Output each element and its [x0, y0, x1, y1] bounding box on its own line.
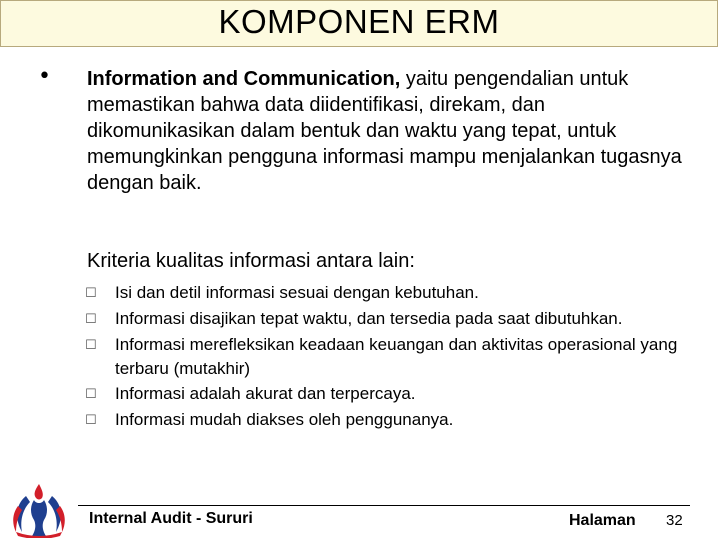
- main-bullet: •: [38, 64, 51, 89]
- footer-divider: [78, 505, 690, 506]
- slide-title: KOMPONEN ERM: [218, 2, 500, 40]
- heading-rest: yaitu pengendalian untuk memastikan bahwa data diidentifikasi, direkam, dan dikomunikasikan dalam bentuk dan waktu yang tepat, untuk memungkinkan pengguna informasi mampu menjalankan tugasnya dengan baik.: [87, 68, 682, 194]
- main-paragraph: [87, 66, 697, 196]
- criteria-intro: Kriteria kualitas informasi antara lain:: [87, 250, 415, 272]
- list-item: [85, 408, 685, 433]
- checkbox-icon: ☐: [85, 338, 97, 353]
- list-item: [85, 382, 685, 407]
- list-item-text: Informasi mudah diakses oleh penggunanya.: [115, 410, 454, 429]
- company-logo-icon: [6, 482, 72, 538]
- list-item-text: Informasi adalah akurat dan terpercaya.: [115, 384, 416, 403]
- list-item-text: Informasi merefleksikan keadaan keuangan dan aktivitas operasional yang terbaru (mutakhir): [115, 335, 678, 378]
- list-item: [85, 333, 685, 381]
- checkbox-icon: ☐: [85, 286, 97, 301]
- checkbox-icon: ☐: [85, 312, 97, 327]
- page-number: 32: [666, 512, 683, 529]
- criteria-list: [85, 281, 685, 434]
- checkbox-icon: ☐: [85, 413, 97, 428]
- list-item-text: Informasi disajikan tepat waktu, dan tersedia pada saat dibutuhkan.: [115, 309, 623, 328]
- heading-bold: Information and Communication,: [87, 68, 401, 90]
- checkbox-icon: ☐: [85, 387, 97, 402]
- list-item-text: Isi dan detil informasi sesuai dengan kebutuhan.: [115, 283, 479, 302]
- list-item: [85, 281, 685, 306]
- footer-page-label: Halaman: [569, 512, 636, 529]
- list-item: [85, 307, 685, 332]
- title-bar: [0, 0, 718, 47]
- footer-author: Internal Audit - Sururi: [89, 510, 253, 527]
